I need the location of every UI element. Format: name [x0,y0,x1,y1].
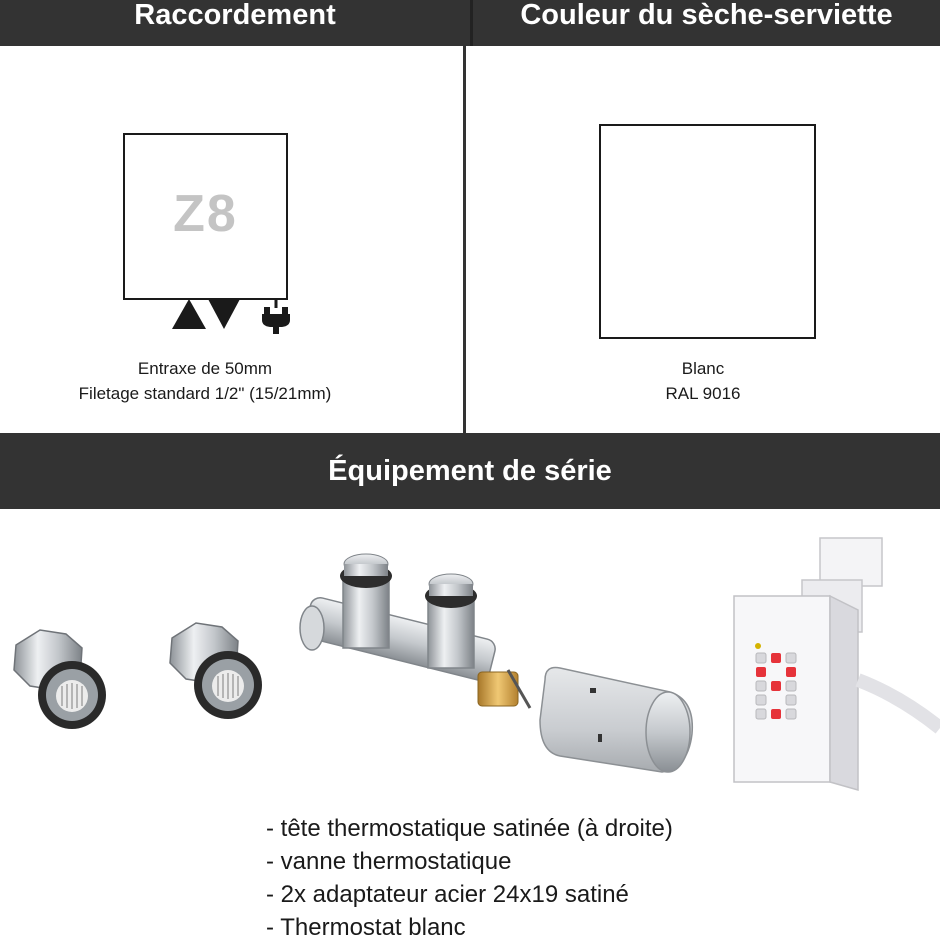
connection-spacing: Entraxe de 50mm [137,359,273,378]
equipment-illustration [0,520,940,810]
feature-list [266,812,673,940]
inlet-triangle-icon [172,299,206,329]
top-header-bar [0,0,940,46]
color-name: Blanc [681,359,725,378]
thermostatic-valve-image [300,554,530,708]
color-swatch [599,124,816,339]
white-thermostat-image [734,538,940,790]
connection-icons [164,296,304,336]
plug-icon [262,299,290,334]
feature-item: - 2x adaptateur acier 24x19 satiné [266,881,629,908]
color-caption [466,356,940,406]
thermostatic-head-image [540,668,692,773]
feature-item: - tête thermostatique satinée (à droite) [266,815,673,842]
color-ral-code: RAL 9016 [665,384,741,403]
equipment-heading: Équipement de série [0,433,940,509]
connection-code: Z8 [173,184,238,243]
adapter-right-image [170,623,262,719]
connection-caption [0,356,410,406]
connection-heading: Raccordement [134,0,336,31]
adapter-left-image [14,630,106,729]
connection-thread: Filetage standard 1/2" (15/21mm) [78,384,332,403]
feature-item: - vanne thermostatique [266,848,512,875]
connection-type-box [123,133,288,300]
feature-item: - Thermostat blanc [266,914,466,940]
outlet-triangle-icon [208,299,240,329]
color-heading: Couleur du sèche-serviette [470,0,940,46]
